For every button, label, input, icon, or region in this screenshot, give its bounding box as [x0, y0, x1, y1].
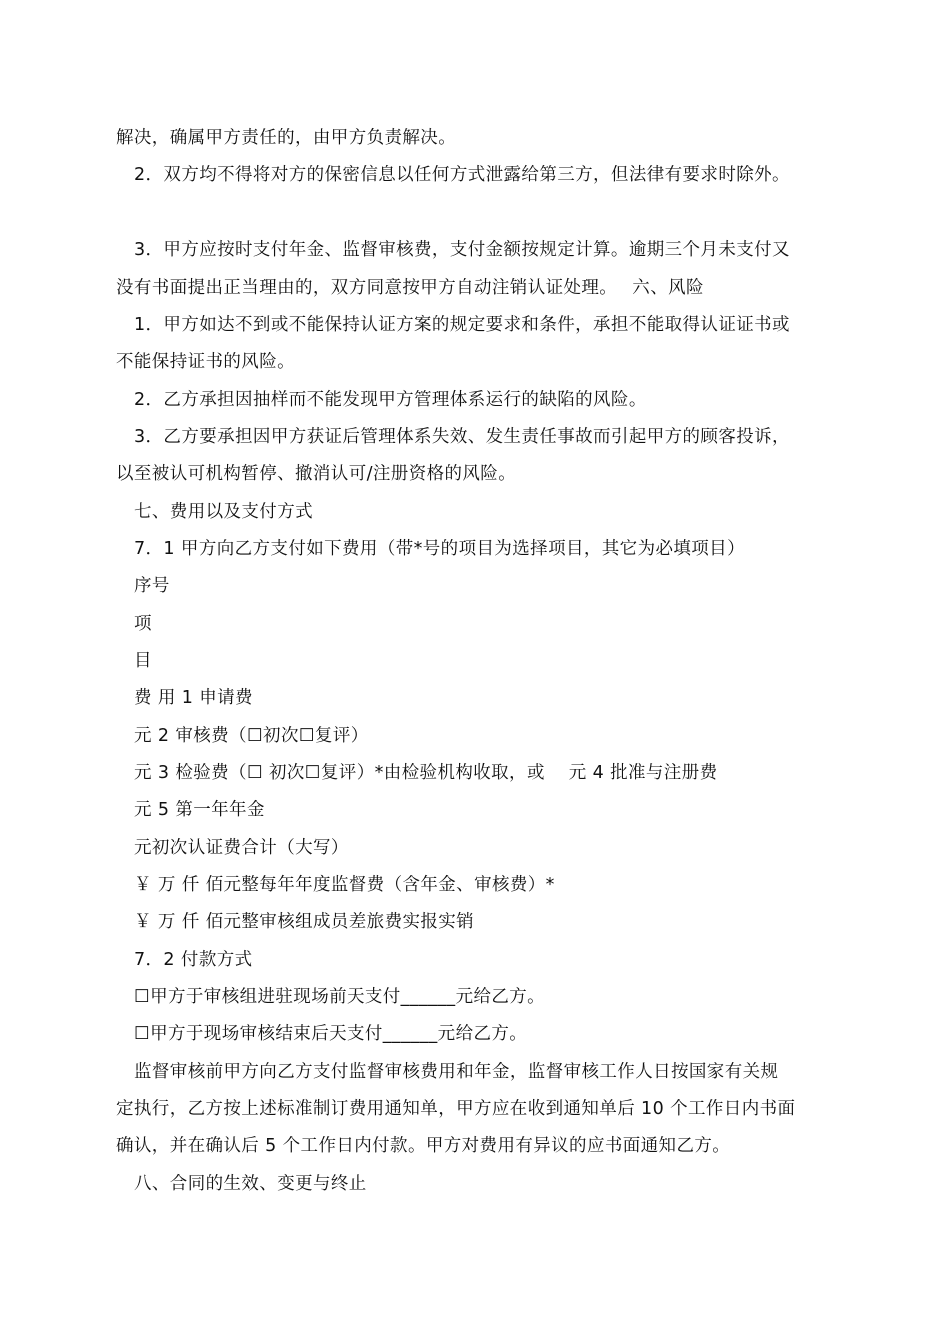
text-line: 费 用 1 申请费	[134, 688, 253, 708]
text-line: 以至被认可机构暂停、撤消认可/注册资格的风险。	[116, 464, 517, 484]
text-line: 7．1 甲方向乙方支付如下费用（带*号的项目为选择项目，其它为必填项目）	[134, 539, 745, 559]
text-line: 项	[134, 614, 152, 634]
text-line: 确认，并在确认后 5 个工作日内付款。甲方对费用有异议的应书面通知乙方。	[116, 1136, 731, 1156]
text-line: 解决，确属甲方责任的，由甲方负责解决。	[116, 128, 457, 148]
section-heading: 七、费用以及支付方式	[134, 502, 313, 522]
text-line: 不能保持证书的风险。	[116, 352, 295, 372]
text-line: 元 5 第一年年金	[134, 800, 265, 820]
text-line: 序号	[134, 576, 170, 596]
text-line: 7．2 付款方式	[134, 950, 253, 970]
text-line: 元初次认证费合计（大写）	[134, 838, 349, 858]
text-line: 2．双方均不得将对方的保密信息以任何方式泄露给第三方，但法律有要求时除外。	[134, 165, 790, 185]
text-line: ☐甲方于现场审核结束后天支付______元给乙方。	[134, 1024, 528, 1044]
text-line: 监督审核前甲方向乙方支付监督审核费用和年金，监督审核工作人日按国家有关规	[134, 1062, 779, 1082]
text-line: 3．乙方要承担因甲方获证后管理体系失效、发生责任事故而引起甲方的顾客投诉，	[134, 427, 790, 447]
text-line: 目	[134, 651, 152, 671]
text-line: 1．甲方如达不到或不能保持认证方案的规定要求和条件，承担不能取得认证证书或	[134, 315, 790, 335]
section-heading: 八、合同的生效、变更与终止	[134, 1174, 367, 1194]
text-line: 元 2 审核费（☐初次☐复评）	[134, 726, 369, 746]
text-line: 3．甲方应按时支付年金、监督审核费，支付金额按规定计算。逾期三个月未支付又	[134, 240, 790, 260]
text-line: 定执行，乙方按上述标准制订费用通知单，甲方应在收到通知单后 10 个工作日内书面	[116, 1099, 796, 1119]
text-line: 元 3 检验费（☐ 初次☐复评）*由检验机构收取，或 元 4 批准与注册费	[134, 763, 718, 783]
text-line: 2．乙方承担因抽样而不能发现甲方管理体系运行的缺陷的风险。	[134, 390, 647, 410]
text-line: 没有书面提出正当理由的，双方同意按甲方自动注销认证处理。 六、风险	[116, 278, 704, 298]
text-line: ☐甲方于审核组进驻现场前天支付______元给乙方。	[134, 987, 546, 1007]
text-line: ￥ 万 仟 佰元整每年年度监督费（含年金、审核费）*	[134, 875, 555, 895]
text-line: ￥ 万 仟 佰元整审核组成员差旅费实报实销	[134, 912, 475, 932]
